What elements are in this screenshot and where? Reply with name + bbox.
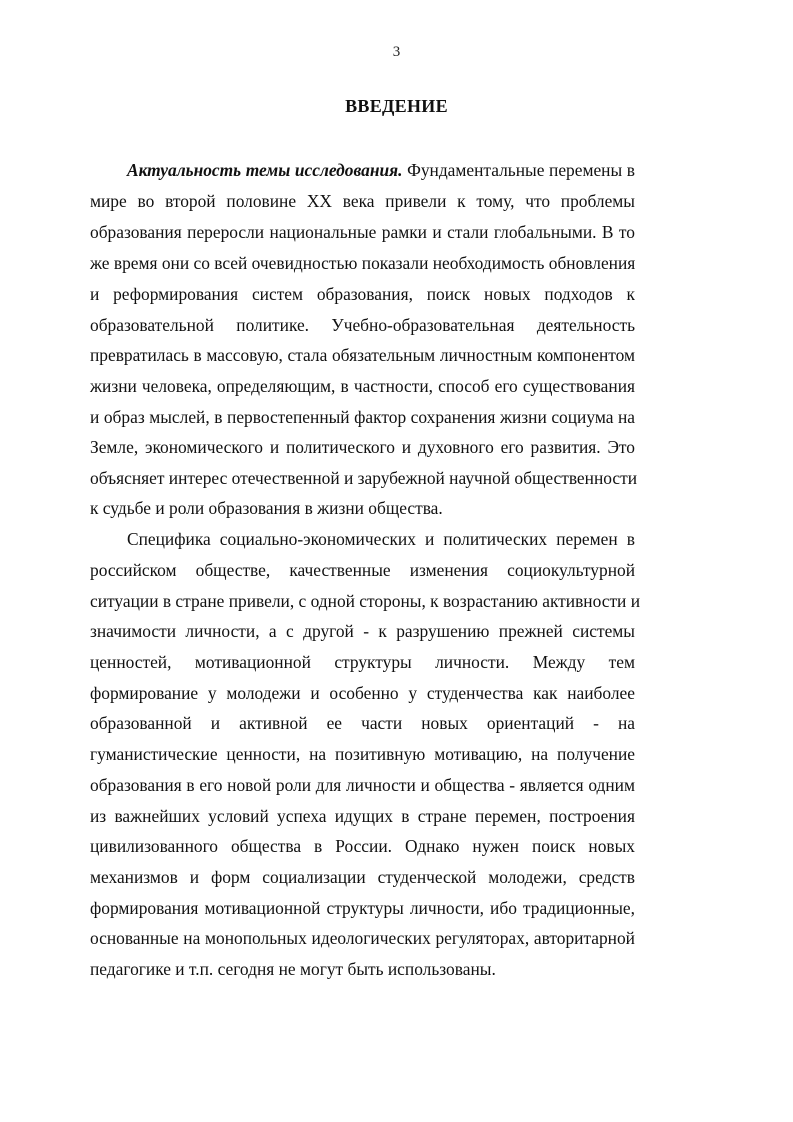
text-line: из важнейших условий успеха идущих в стране перемен, построения xyxy=(90,806,635,826)
text-line: механизмов и форм социализации студенческой молодежи, средств xyxy=(90,867,635,887)
text-line: ценностей, мотивационной структуры личности. Между тем xyxy=(90,652,635,672)
text-line: жизни человека, определяющим, в частности, способ его существования xyxy=(90,376,635,396)
text-line: Земле, экономического и политического и духовного его развития. Это xyxy=(90,437,635,457)
text-line: и реформирования систем образования, поиск новых подходов к xyxy=(90,284,635,304)
text-line: к судьбе и роли образования в жизни общества. xyxy=(90,498,443,518)
text-line: мире во второй половине XX века привели к тому, что проблемы xyxy=(90,191,635,211)
text-line: цивилизованного общества в России. Однако нужен поиск новых xyxy=(90,836,635,856)
text-line: же время они со всей очевидностью показали необходимость обновления xyxy=(90,253,636,273)
text-line: основанные на монопольных идеологических регуляторах, авторитарной xyxy=(90,928,635,948)
text-line: значимости личности, а с другой - к разрушению прежней системы xyxy=(90,621,635,641)
lead-in-phrase: Актуальность темы исследования. xyxy=(127,160,403,180)
text-line: образования в его новой роли для личности и общества - является одним xyxy=(90,775,635,795)
text-line: формирования мотивационной структуры личности, ибо традиционные, xyxy=(90,898,635,918)
text-line: российском обществе, качественные изменения социокультурной xyxy=(90,560,635,580)
text-line: гуманистические ценности, на позитивную мотивацию, на получение xyxy=(90,744,635,764)
text-line: формирование у молодежи и особенно у студенчества как наиболее xyxy=(90,683,635,703)
text-line: превратилась в массовую, стала обязательным личностным компонентом xyxy=(90,345,635,365)
page-title: ВВЕДЕНИЕ xyxy=(345,96,448,116)
text-line: образовательной политике. Учебно-образовательная деятельность xyxy=(90,315,635,335)
text-line: образования переросли национальные рамки и стали глобальными. В то xyxy=(90,222,635,242)
text-line xyxy=(127,159,635,181)
text-line: Специфика социально-экономических и политических перемен в xyxy=(127,529,635,549)
text-line: и образ мыслей, в первостепенный фактор сохранения жизни социума на xyxy=(90,407,635,427)
text-line: педагогике и т.п. сегодня не могут быть использованы. xyxy=(90,959,496,979)
text-line: ситуации в стране привели, с одной стороны, к возрастанию активности и xyxy=(90,591,641,611)
page-number: 3 xyxy=(392,44,401,60)
text-line: образованной и активной ее части новых ориентаций - на xyxy=(90,713,635,733)
lead-in-continuation: Фундаментальные перемены в xyxy=(402,160,635,180)
text-line: объясняет интерес отечественной и зарубежной научной общественности xyxy=(90,468,638,488)
